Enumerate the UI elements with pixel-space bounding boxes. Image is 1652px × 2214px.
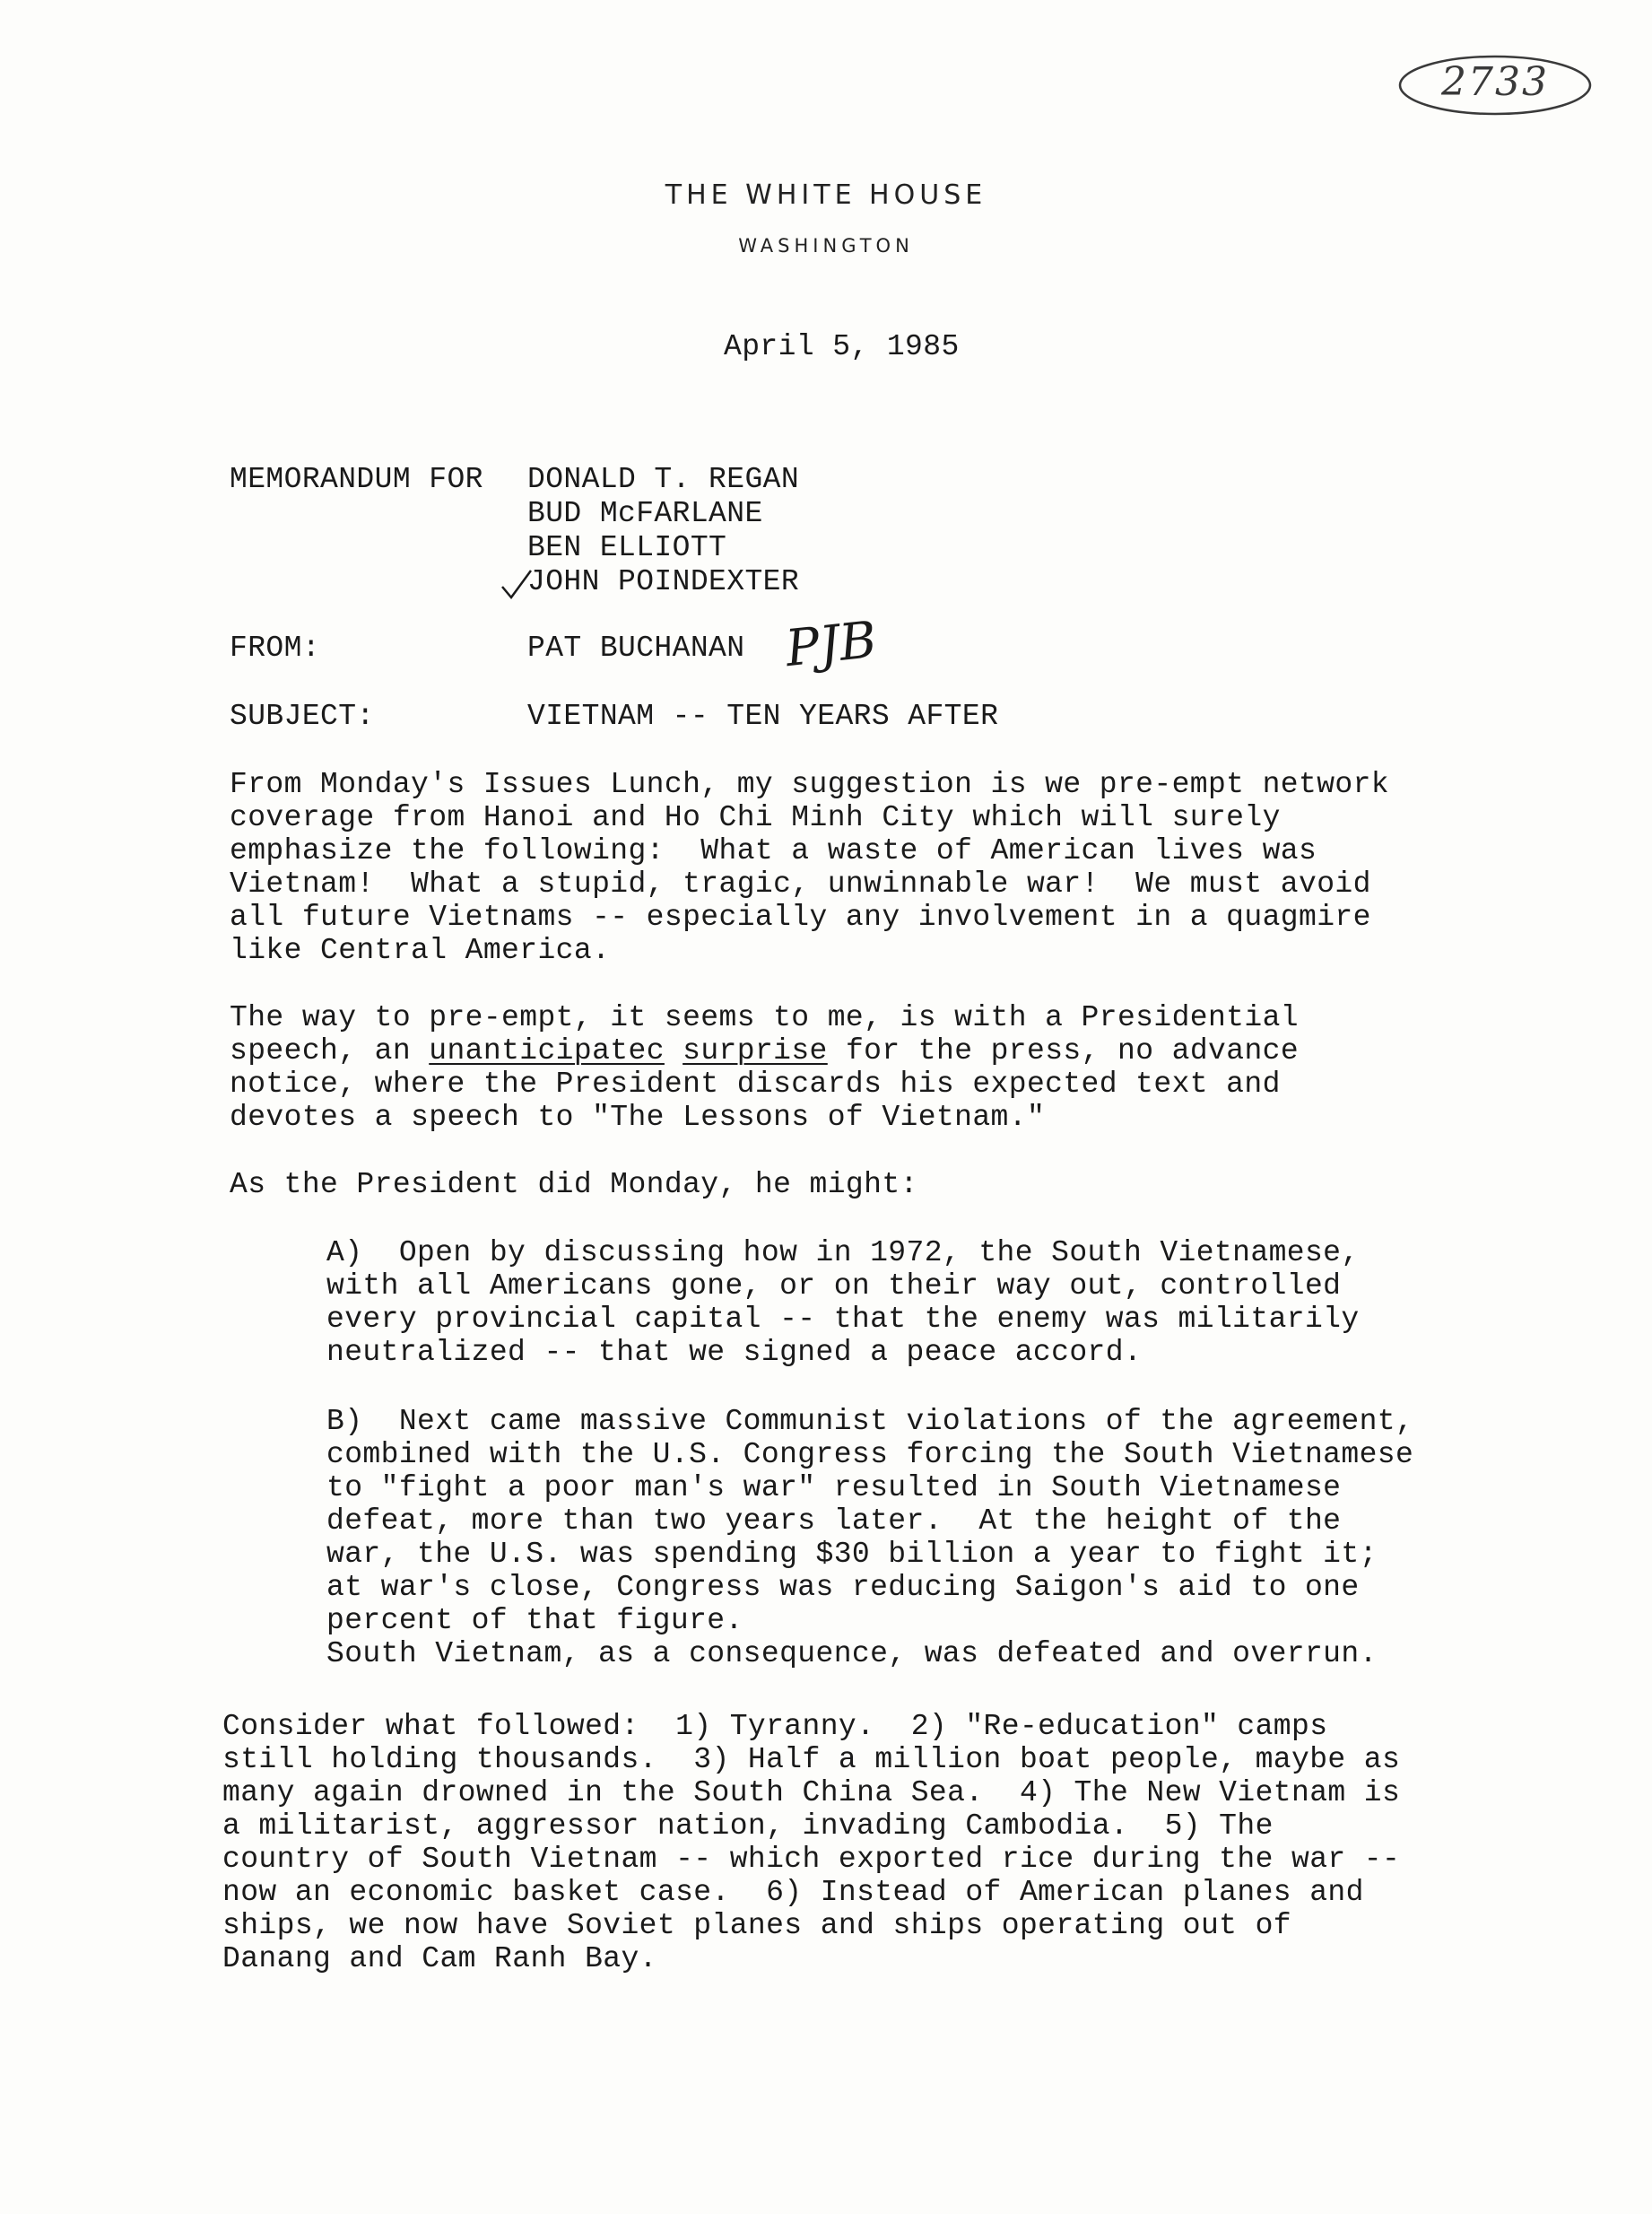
recipient: BEN ELLIOTT: [527, 531, 727, 564]
paragraph-line: From Monday's Issues Lunch, my suggestion is we pre-empt network: [230, 768, 1390, 801]
paragraph-line: like Central America.: [230, 934, 611, 967]
underlined-word: unanticipatec: [429, 1034, 665, 1068]
paragraph-line: many again drowned in the South China Sea. 4) The New Vietnam is: [222, 1776, 1401, 1809]
item-b-line: defeat, more than two years later. At the height of the: [326, 1504, 1342, 1538]
memo-for-label: MEMORANDUM FOR: [230, 463, 483, 496]
paragraph-line: As the President did Monday, he might:: [230, 1168, 918, 1201]
from-name: PAT BUCHANAN: [527, 632, 745, 665]
item-a-line: with all Americans gone, or on their way out, controlled: [326, 1269, 1342, 1303]
paragraph-line: a militarist, aggressor nation, invading Cambodia. 5) The: [222, 1809, 1274, 1843]
paragraph-line: now an economic basket case. 6) Instead of American planes and: [222, 1876, 1364, 1909]
document-number-stamp: [1396, 52, 1595, 118]
text-run: speech, an: [230, 1034, 430, 1068]
recipient: JOHN POINDEXTER: [527, 565, 800, 598]
item-b-line: war, the U.S. was spending $30 billion a year to fight it;: [326, 1538, 1378, 1571]
paragraph-line: ships, we now have Soviet planes and ships operating out of: [222, 1909, 1291, 1942]
paragraph-line: notice, where the President discards his expected text and: [230, 1068, 1281, 1101]
text-run: for the press, no advance: [827, 1034, 1300, 1068]
item-a-line: neutralized -- that we signed a peace accord.: [326, 1336, 1143, 1369]
item-a-line: every provincial capital -- that the enemy was militarily: [326, 1303, 1360, 1336]
paragraph-line: Consider what followed: 1) Tyranny. 2) "Re-education" camps: [222, 1710, 1328, 1743]
item-b-line: combined with the U.S. Congress forcing the South Vietnamese: [326, 1438, 1414, 1471]
item-b-line: to "fight a poor man's war" resulted in South Vietnamese: [326, 1471, 1342, 1504]
item-b-line: percent of that figure.: [326, 1604, 743, 1637]
item-b-line: at war's close, Congress was reducing Saigon's aid to one: [326, 1571, 1360, 1604]
subject-text: VIETNAM -- TEN YEARS AFTER: [527, 700, 999, 733]
subject-label: SUBJECT:: [230, 700, 375, 733]
recipient: BUD McFARLANE: [527, 497, 763, 530]
paragraph-line: Danang and Cam Ranh Bay.: [222, 1942, 657, 1975]
recipient: DONALD T. REGAN: [527, 463, 800, 496]
paragraph-line: coverage from Hanoi and Ho Chi Minh City which will surely: [230, 801, 1281, 834]
text-run: [665, 1034, 683, 1068]
item-a-line: A) Open by discussing how in 1972, the South Vietnamese,: [326, 1236, 1360, 1269]
handwritten-initials: PJB: [782, 610, 880, 679]
paragraph-line: still holding thousands. 3) Half a million boat people, maybe as: [222, 1743, 1401, 1776]
item-b-line: B) Next came massive Communist violations of the agreement,: [326, 1405, 1414, 1438]
paragraph-line: Vietnam! What a stupid, tragic, unwinnable war! We must avoid: [230, 867, 1371, 901]
from-label: FROM:: [230, 632, 321, 665]
paragraph-line: devotes a speech to "The Lessons of Vietnam.": [230, 1101, 1046, 1134]
checkmark-icon: [499, 567, 535, 603]
paragraph-line: country of South Vietnam -- which exported rice during the war --: [222, 1843, 1401, 1876]
letterhead-title: THE WHITE HOUSE: [665, 179, 987, 211]
paragraph-line: The way to pre-empt, it seems to me, is with a Presidential: [230, 1001, 1299, 1034]
paragraph-line: [230, 1034, 1299, 1068]
item-b-line: South Vietnam, as a consequence, was defeated and overrun.: [326, 1637, 1378, 1670]
memo-date: April 5, 1985: [724, 330, 960, 363]
letterhead-city: WASHINGTON: [738, 235, 914, 257]
paragraph-line: all future Vietnams -- especially any involvement in a quagmire: [230, 901, 1371, 934]
underlined-word: surprise: [683, 1034, 828, 1068]
stamp-number: 2733: [1441, 59, 1549, 105]
paragraph-line: emphasize the following: What a waste of American lives was: [230, 834, 1317, 867]
